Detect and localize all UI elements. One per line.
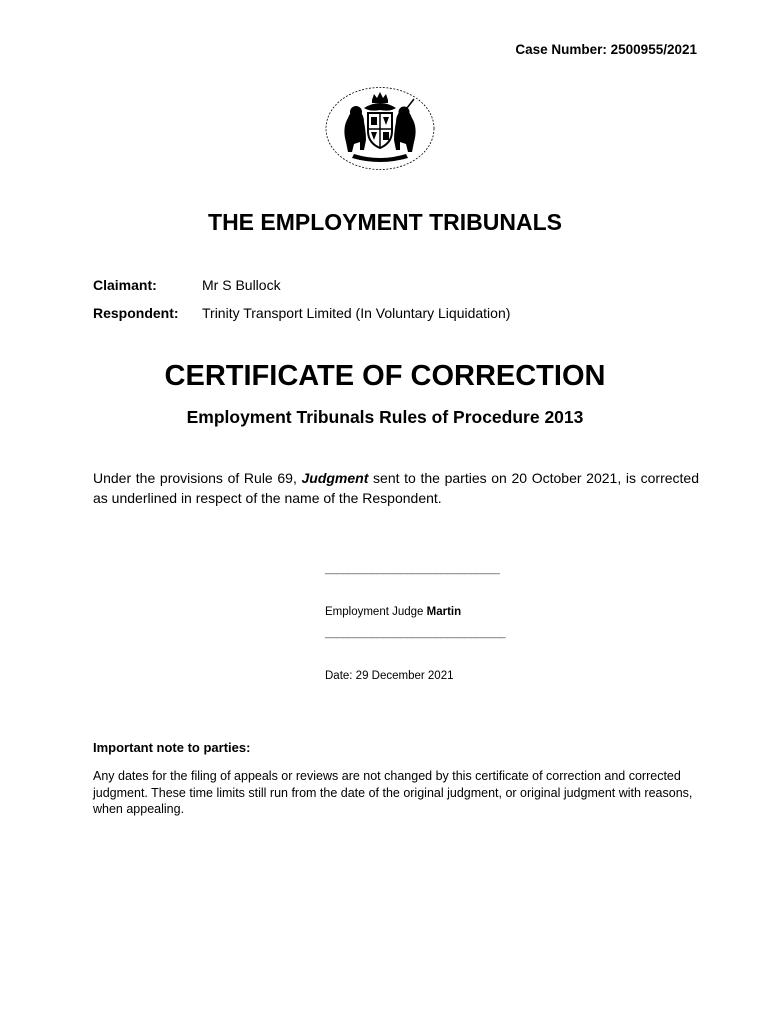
judge-name: Martin	[426, 606, 462, 618]
case-number: Case Number: 2500955/2021	[515, 42, 697, 57]
judgment-emphasis: Judgment	[301, 470, 369, 486]
statement-tail: sent to the parties on 20 October 2021, is corrected as underlined in respect of the name of the Respondent.	[93, 470, 699, 506]
correction-statement	[93, 468, 699, 508]
judge-underline: _______________________________	[325, 627, 506, 639]
note-text: Any dates for the filing of appeals or reviews are not changed by this certificate of correction and corrected judgment. These time limits still run from the date of the original judgment, or original judgment with reasons, when appealing.	[93, 769, 693, 816]
certificate-title: CERTIFICATE OF CORRECTION	[164, 360, 606, 392]
royal-coat-of-arms-icon	[324, 86, 436, 171]
judge-name-line	[325, 606, 461, 618]
judge-prefix: Employment Judge	[325, 606, 427, 618]
certificate-subtitle: Employment Tribunals Rules of Procedure 2013	[186, 407, 584, 427]
claimant-label: Claimant:	[93, 277, 157, 293]
signature-date: Date: 29 December 2021	[325, 670, 454, 682]
signature-line: ______________________________	[325, 563, 500, 575]
statement-lead: Under the provisions of Rule 69,	[93, 470, 302, 486]
respondent-label: Respondent:	[93, 305, 179, 321]
tribunal-title: THE EMPLOYMENT TRIBUNALS	[208, 209, 562, 235]
respondent-value: Trinity Transport Limited (In Voluntary Liquidation)	[202, 305, 511, 321]
note-heading: Important note to parties:	[93, 740, 251, 755]
claimant-value: Mr S Bullock	[202, 277, 281, 293]
